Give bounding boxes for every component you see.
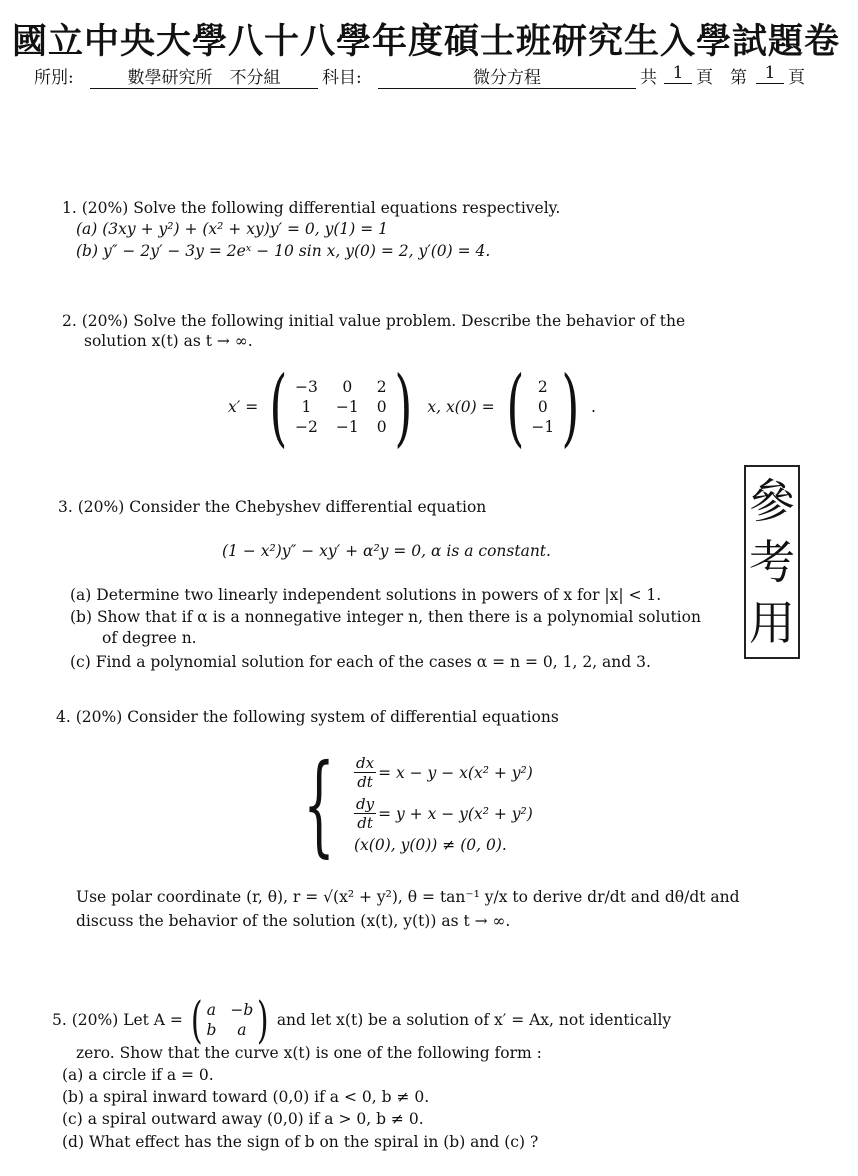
q3-part-b-line2: of degree n. xyxy=(102,629,197,647)
q2-intro-line1: 2. (20%) Solve the following initial value problem. Describe the behavior of the xyxy=(62,312,686,330)
dept-value: 數學研究所 不分組 xyxy=(90,63,318,89)
q5-part-c: (c) a spiral outward away (0,0) if a > 0, b ≠ 0. xyxy=(62,1110,424,1128)
q2-matrix-cell: 2 xyxy=(376,378,387,396)
exam-title: 國立中央大學八十八學年度碩士班研究生入學試題卷 xyxy=(12,21,841,62)
subject-value: 微分方程 xyxy=(378,63,636,89)
q2-vector-cell: 0 xyxy=(537,398,548,416)
q3-equation: (1 − x²)y″ − xy′ + α²y = 0, α is a constant. xyxy=(222,542,551,560)
q5-suffix: and let x(t) be a solution of x′ = Ax, not identically xyxy=(276,1011,672,1029)
q5-part-a: (a) a circle if a = 0. xyxy=(62,1066,214,1084)
q5-prefix: 5. (20%) Let A = xyxy=(52,1011,183,1029)
q4-brace: { xyxy=(303,740,335,868)
q4-eq-2 xyxy=(354,795,533,832)
q2-mid: x, x(0) = xyxy=(427,398,495,416)
stamp-char-1: 參 xyxy=(749,474,795,529)
q5-matrix-cell: −b xyxy=(230,1001,254,1019)
q5-line2: zero. Show that the curve x(t) is one of the following form : xyxy=(76,1044,542,1062)
total-pages: 1 xyxy=(664,63,692,84)
stamp-char-2: 考 xyxy=(749,534,795,589)
q5-intro xyxy=(52,991,672,1049)
q4-eq2-rhs: = y + x − y(x² + y²) xyxy=(378,804,533,823)
q4-system xyxy=(284,740,533,868)
q4-dy-dt: $\frac{dy}{dt}$ xyxy=(356,795,375,832)
q2-end: . xyxy=(590,398,596,416)
q5-matrix-cell: b xyxy=(206,1021,217,1039)
q4-dx-dt: $\frac{dx}{dt}$ xyxy=(356,754,375,791)
q4-equations xyxy=(354,754,533,854)
q2-matrix-cell: 0 xyxy=(376,398,387,416)
q2-initial-vector: ( 2 0 −1 ) xyxy=(505,358,580,456)
page-unit: 頁 xyxy=(696,68,713,88)
q2-intro-line2: solution x(t) as t → ∞. xyxy=(84,332,253,350)
page-label: 第 xyxy=(730,68,747,88)
q4-text-line1: Use polar coordinate (r, θ), r = √(x² + y²), θ = tan⁻¹ y/x to derive dr/dt and dθ/dt and xyxy=(76,888,740,906)
q2-matrix-cell: −2 xyxy=(294,418,318,436)
q5-part-d: (d) What effect has the sign of b on the spiral in (b) and (c) ? xyxy=(62,1133,539,1151)
reference-stamp xyxy=(744,465,800,659)
q3-part-a: (a) Determine two linearly independent solutions in powers of x for |x| < 1. xyxy=(70,586,662,604)
q2-matrix-cell: −1 xyxy=(335,398,359,416)
q2-vector-grid xyxy=(531,378,554,436)
q2-matrix-cell: 0 xyxy=(342,378,353,396)
q2-vector-cell: −1 xyxy=(531,418,555,436)
q2-matrix-cell: 1 xyxy=(301,398,312,416)
q2-system xyxy=(228,358,596,456)
q2-coefficient-matrix: ( −3 0 2 1 −1 0 −2 −1 0 ) xyxy=(269,358,412,456)
q3-part-b-line1: (b) Show that if α is a nonnegative integer n, then there is a polynomial solution xyxy=(70,608,701,626)
q5-matrix: ( a −b b a ) xyxy=(190,991,269,1049)
q5-matrix-grid xyxy=(206,1001,253,1039)
q2-lhs: x′ = xyxy=(228,398,259,416)
total-label: 共 xyxy=(640,68,657,88)
q3-part-c: (c) Find a polynomial solution for each of the cases α = n = 0, 1, 2, and 3. xyxy=(70,653,651,671)
q1-part-b: (b) y″ − 2y′ − 3y = 2eˣ − 10 sin x, y(0) = 2, y′(0) = 4. xyxy=(76,242,491,260)
q4-eq-3: (x(0), y(0)) ≠ (0, 0). xyxy=(354,836,507,854)
q1-intro: 1. (20%) Solve the following differential equations respectively. xyxy=(62,199,561,217)
page-unit-2: 頁 xyxy=(788,68,805,88)
q5-matrix-cell: a xyxy=(237,1021,247,1039)
q4-eq1-rhs: = x − y − x(x² + y²) xyxy=(378,763,533,782)
q2-matrix-cell: −3 xyxy=(294,378,318,396)
q2-vector-cell: 2 xyxy=(537,378,548,396)
q5-matrix-cell: a xyxy=(206,1001,217,1019)
q2-matrix-cell: −1 xyxy=(335,418,359,436)
q2-matrix-cell: 0 xyxy=(376,418,387,436)
page-num: 1 xyxy=(756,63,784,84)
q3-intro: 3. (20%) Consider the Chebyshev differential equation xyxy=(58,498,487,516)
stamp-char-3: 用 xyxy=(749,595,795,650)
q1-part-a: (a) (3xy + y²) + (x² + xy)y′ = 0, y(1) = 1 xyxy=(76,220,389,238)
q5-part-b: (b) a spiral inward toward (0,0) if a < 0, b ≠ 0. xyxy=(62,1088,430,1106)
dept-label: 所別: xyxy=(34,68,74,88)
subject-label: 科目: xyxy=(322,68,362,88)
q4-text-line2: discuss the behavior of the solution (x(t), y(t)) as t → ∞. xyxy=(76,912,511,930)
q4-intro: 4. (20%) Consider the following system of differential equations xyxy=(56,708,559,726)
q4-eq-1 xyxy=(354,754,533,791)
q2-matrix-grid xyxy=(295,378,387,436)
